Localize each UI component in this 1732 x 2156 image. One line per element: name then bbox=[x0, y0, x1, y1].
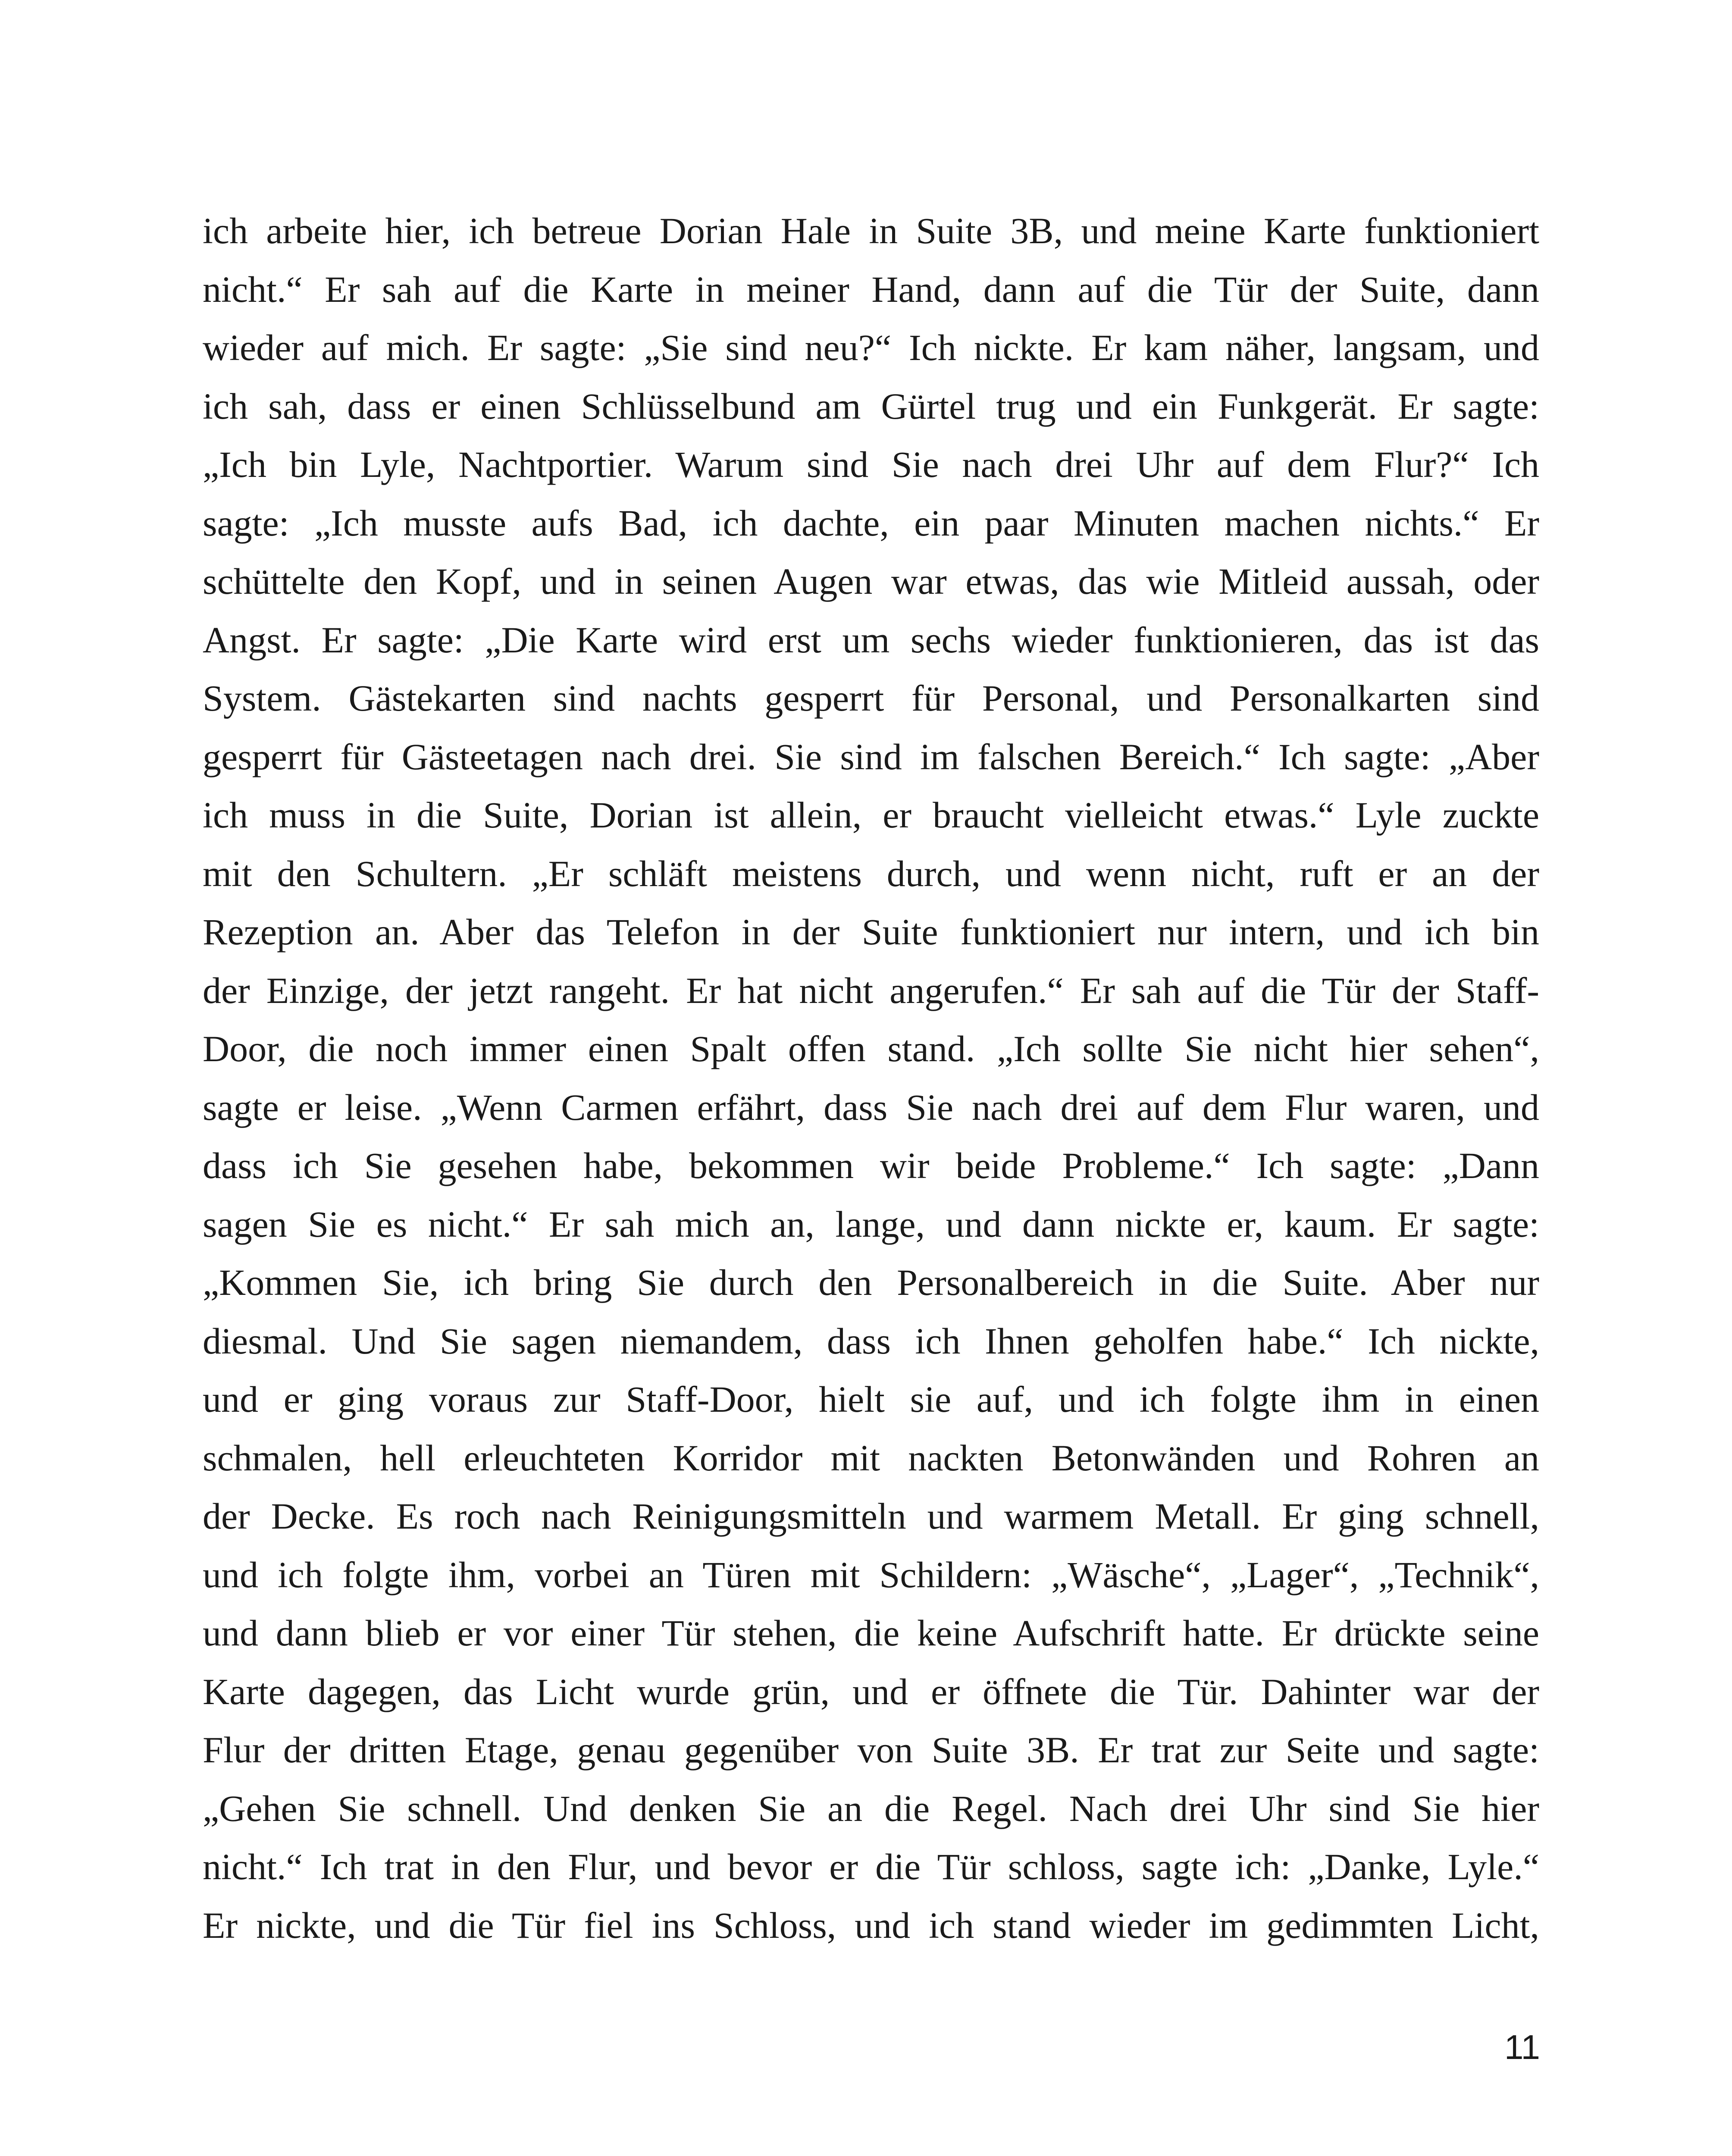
text-line: ich muss in die Suite, Dorian ist allein, er braucht vielleicht etwas.“ Lyle zuckte bbox=[203, 794, 1539, 836]
text-line: der Decke. Es roch nach Reinigungsmitteln und warmem Metall. Er ging schnell, bbox=[203, 1495, 1539, 1537]
text-line: schüttelte den Kopf, und in seinen Augen war etwas, das wie Mitleid aussah, oder bbox=[203, 561, 1539, 602]
text-line: Flur der dritten Etage, genau gegenüber von Suite 3B. Er trat zur Seite und sagte: bbox=[203, 1729, 1539, 1771]
text-line: „Kommen Sie, ich bring Sie durch den Personalbereich in die Suite. Aber nur bbox=[203, 1262, 1539, 1303]
text-line: nicht.“ Ich trat in den Flur, und bevor er die Tür schloss, sagte ich: „Danke, Lyle.“ bbox=[203, 1846, 1539, 1887]
text-line: der Einzige, der jetzt rangeht. Er hat nicht angerufen.“ Er sah auf die Tür der Staff- bbox=[203, 969, 1539, 1011]
text-line: „Gehen Sie schnell. Und denken Sie an die Regel. Nach drei Uhr sind Sie hier bbox=[203, 1787, 1539, 1829]
text-line: gesperrt für Gästeetagen nach drei. Sie sind im falschen Bereich.“ Ich sagte: „Aber bbox=[203, 736, 1539, 777]
text-line: diesmal. Und Sie sagen niemandem, dass ich Ihnen geholfen habe.“ Ich nickte, bbox=[203, 1320, 1539, 1362]
text-line: Rezeption an. Aber das Telefon in der Suite funktioniert nur intern, und ich bin bbox=[203, 911, 1539, 953]
text-line: „Ich bin Lyle, Nachtportier. Warum sind Sie nach drei Uhr auf dem Flur?“ Ich bbox=[203, 444, 1539, 485]
text-line: sagen Sie es nicht.“ Er sah mich an, lange, und dann nickte er, kaum. Er sagte: bbox=[203, 1203, 1539, 1245]
text-line: und ich folgte ihm, vorbei an Türen mit Schildern: „Wäsche“, „Lager“, „Technik“, bbox=[203, 1554, 1539, 1595]
text-line: und er ging voraus zur Staff-Door, hielt sie auf, und ich folgte ihm in einen bbox=[203, 1379, 1539, 1420]
text-line: ich sah, dass er einen Schlüsselbund am Gürtel trug und ein Funkgerät. Er sagte: bbox=[203, 385, 1539, 427]
page-number: 11 bbox=[1504, 2028, 1540, 2066]
text-line: Angst. Er sagte: „Die Karte wird erst um sechs wieder funktionieren, das ist das bbox=[203, 619, 1539, 661]
text-line: ich arbeite hier, ich betreue Dorian Hale in Suite 3B, und meine Karte funktioniert bbox=[203, 210, 1539, 251]
text-line: Karte dagegen, das Licht wurde grün, und er öffnete die Tür. Dahinter war der bbox=[203, 1670, 1539, 1712]
text-line: und dann blieb er vor einer Tür stehen, die keine Aufschrift hatte. Er drückte seine bbox=[203, 1612, 1539, 1654]
text-line: mit den Schultern. „Er schläft meistens durch, und wenn nicht, ruft er an der bbox=[203, 852, 1539, 894]
text-line: sagte er leise. „Wenn Carmen erfährt, dass Sie nach drei auf dem Flur waren, und bbox=[203, 1086, 1539, 1128]
text-line: System. Gästekarten sind nachts gesperrt für Personal, und Personalkarten sind bbox=[203, 677, 1539, 719]
text-line: sagte: „Ich musste aufs Bad, ich dachte, ein paar Minuten machen nichts.“ Er bbox=[203, 502, 1539, 544]
body-text bbox=[203, 202, 1539, 1955]
text-line: schmalen, hell erleuchteten Korridor mit nackten Betonwänden und Rohren an bbox=[203, 1437, 1539, 1479]
text-line: Door, die noch immer einen Spalt offen stand. „Ich sollte Sie nicht hier sehen“, bbox=[203, 1028, 1539, 1069]
text-line: wieder auf mich. Er sagte: „Sie sind neu?“ Ich nickte. Er kam näher, langsam, und bbox=[203, 327, 1539, 368]
text-line: dass ich Sie gesehen habe, bekommen wir beide Probleme.“ Ich sagte: „Dann bbox=[203, 1145, 1539, 1186]
text-line: Er nickte, und die Tür fiel ins Schloss, und ich stand wieder im gedimmten Licht, bbox=[203, 1904, 1539, 1946]
text-line: nicht.“ Er sah auf die Karte in meiner Hand, dann auf die Tür der Suite, dann bbox=[203, 268, 1539, 310]
